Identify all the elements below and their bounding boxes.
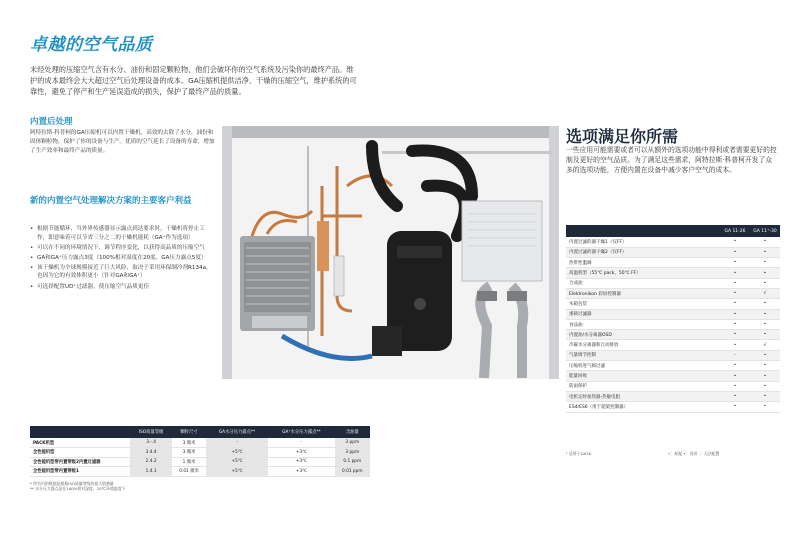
- quality-cell: 3.-.4: [130, 438, 172, 448]
- quality-col-header: ISO质量等级: [130, 426, 172, 438]
- table-row: [566, 350, 780, 360]
- option-mark: •: [750, 309, 780, 319]
- option-label: 冷凝水分离器和自动排放: [566, 340, 720, 350]
- table-row: [30, 457, 370, 467]
- option-label: 内置过滤的器干燥1（仅FF）: [566, 237, 720, 247]
- option-mark: •: [750, 237, 780, 247]
- option-mark: •: [750, 330, 780, 340]
- option-mark: •: [720, 288, 750, 298]
- option-mark: •: [750, 268, 780, 278]
- options-footnote: ¹ 适用于GA30: [566, 451, 592, 456]
- option-label: Elektronikon 彩屏控制器: [566, 288, 720, 298]
- quality-row-label: 全性能机型带内置带级2内置过滤器: [30, 457, 130, 467]
- benefits-heading: 新的内置空气处理解决方案的主要客户利益: [30, 196, 192, 206]
- quality-cell: 0.01 微米: [172, 467, 206, 477]
- aftertreatment-text: 阿特拉斯·科普柯的GA压缩机可以内置干燥机，高效的去除了水分，油份和固体颗粒物，保护了你的设备与生产。优质的空气延长了设备的寿命，增加了生产效率和最终产品的质量。: [30, 130, 215, 154]
- quality-cell: 0.01 ppm: [335, 467, 370, 477]
- benefit-item: • 根据节能循环，当外界传感器显示露点到达要求时，干燥机将停止工作，即意味着可以节省三分之二的干燥机能耗（GA⁺作为选项）: [30, 225, 215, 242]
- option-label: 内置油/水分离器OSD: [566, 330, 720, 340]
- option-label: 压缩机进气阀过滤: [566, 361, 720, 371]
- table-row: [566, 237, 780, 247]
- option-label: 热带性滥阔: [566, 258, 720, 268]
- option-mark: •: [720, 278, 750, 288]
- dryer-interior-photo: [222, 126, 559, 379]
- option-mark: •: [750, 278, 780, 288]
- option-label: 能量回收: [566, 371, 720, 381]
- benefits-list: [30, 225, 215, 293]
- option-mark: •: [750, 247, 780, 257]
- option-mark: •: [720, 299, 750, 309]
- option-label: 电机定时加热器-热敏电阻: [566, 391, 720, 401]
- quality-cell: +3℃: [268, 467, 334, 477]
- option-label: 气量调节控制: [566, 350, 720, 360]
- quality-row-label: 全性能机型带内置带级1: [30, 467, 130, 477]
- quality-col-header: 含油量: [335, 426, 370, 438]
- options-table-corner: [566, 225, 720, 237]
- option-mark: •: [750, 371, 780, 381]
- quality-cell: +5℃: [206, 448, 268, 458]
- air-quality-table: [30, 426, 370, 477]
- quality-cell: 0.1 ppm: [335, 457, 370, 467]
- quality-col-header: GA水分压力露点**: [206, 426, 268, 438]
- table-row: [30, 448, 370, 458]
- option-label: 重载过滤器: [566, 309, 720, 319]
- option-mark: •: [750, 350, 780, 360]
- option-mark: •: [720, 381, 750, 391]
- table-row: [566, 371, 780, 381]
- table-row: [566, 247, 780, 257]
- dryer-illustration: [222, 126, 559, 379]
- table-row: [566, 361, 780, 371]
- option-label: 合成油: [566, 278, 720, 288]
- quality-cell: 3.4.4: [130, 448, 172, 458]
- quality-col-header: [30, 426, 130, 438]
- quality-cell: +3℃: [268, 457, 334, 467]
- option-mark: •: [750, 319, 780, 329]
- benefit-item: • 可以在不同的环境情况下，调节程序变化，以获得高品质的压缩空气: [30, 244, 215, 253]
- quality-table-notes: [30, 481, 126, 492]
- quality-note: ** 水分压力露点是在100%相对湿度、20℃环境温度下: [30, 486, 126, 492]
- quality-col-header: GA⁺水分压力露点**: [268, 426, 334, 438]
- option-label: 高温机型（55℃ pack、50℃ FF）: [566, 268, 720, 278]
- benefit-item: • 可选择配置UD⁺过滤器，使压缩空气品质更佳: [30, 283, 215, 292]
- table-row: [566, 319, 780, 329]
- table-row: [566, 309, 780, 319]
- options-col-header: GA 11-26: [720, 225, 750, 237]
- option-mark: •: [720, 402, 750, 412]
- option-mark: •: [750, 391, 780, 401]
- option-mark: •: [720, 330, 750, 340]
- quality-cell: +3℃: [268, 448, 334, 458]
- table-row: [566, 381, 780, 391]
- option-label: 内置过滤的器干燥2（仅FF）: [566, 247, 720, 257]
- quality-cell: 3 ppm: [335, 448, 370, 458]
- quality-cell: 2.4.2: [130, 457, 172, 467]
- quality-row-label: 全性能机型: [30, 448, 130, 458]
- quality-cell: 1 微米: [172, 457, 206, 467]
- page-title: 卓越的空气品质: [30, 35, 153, 55]
- option-label: ES4/ES6（用于超架控制器）: [566, 402, 720, 412]
- option-mark: •: [720, 361, 750, 371]
- option-label: 食品油: [566, 319, 720, 329]
- option-mark: -: [720, 350, 750, 360]
- table-row: [566, 258, 780, 268]
- aftertreatment-heading: 内置后处理: [30, 117, 73, 127]
- benefit-item: • 该干燥机为全球规模接近了巨大风险，取决于采用环保制冷剂R134a，也因为它的有效体积更小（针对GA和GA⁺）: [30, 264, 215, 281]
- intro-paragraph: 未经处理的压缩空气含有水分、油份和固定颗粒物，他们会破坏你的空气系统及污染你的最终产品。维护的成本最终会大大超过空气后处理设备的成本。GA压缩机提供洁净、干燥的压缩空气，维护系统的可靠性，避免了停产和生产延误造成的损失，保护了最终产品的质量。: [30, 65, 357, 96]
- option-mark: •: [720, 340, 750, 350]
- options-text: 一些应用可能需要或者可以从额外的选项功能中得利或者需要更好的控制及更好的空气品质。为了满足这些需求，阿特拉斯·科普柯开发了众多的选项功能，方便内置在设备中减少客户空气的成本。: [566, 146, 777, 175]
- option-label: 防雨保护: [566, 381, 720, 391]
- quality-note: * 所有内的数据是根据ISO质量等级的最大值测量: [30, 481, 114, 486]
- quality-col-header: 颗粒尺寸: [172, 426, 206, 438]
- table-row: [566, 340, 780, 350]
- quality-cell: 1.4.1: [130, 467, 172, 477]
- quality-cell: 3 ppm: [335, 438, 370, 448]
- benefit-item: • GA和GA⁺压力露点3度（100%相对湿度在20度、GA压力露点5度）: [30, 254, 215, 263]
- table-row: [30, 438, 370, 448]
- option-label: 木箱包装: [566, 299, 720, 309]
- table-row: [30, 467, 370, 477]
- option-mark: √: [750, 288, 780, 298]
- options-footnote-area: [566, 451, 780, 457]
- quality-cell: +5℃: [206, 467, 268, 477]
- option-mark: •: [750, 299, 780, 309]
- table-row: [566, 330, 780, 340]
- quality-cell: +5℃: [206, 457, 268, 467]
- option-mark: •: [720, 319, 750, 329]
- table-row: [566, 402, 780, 412]
- option-mark: •: [720, 309, 750, 319]
- option-mark: •: [720, 371, 750, 381]
- options-col-header: GA 11⁺-30: [750, 225, 780, 237]
- quality-row-label: PACK机型: [30, 438, 130, 448]
- option-mark: √: [750, 340, 780, 350]
- table-row: [566, 268, 780, 278]
- table-row: [566, 391, 780, 401]
- quality-cell: 3 微米: [172, 448, 206, 458]
- option-mark: •: [750, 361, 780, 371]
- option-mark: •: [750, 381, 780, 391]
- option-mark: •: [750, 402, 780, 412]
- option-mark: •: [720, 247, 750, 257]
- options-table: [566, 225, 780, 413]
- option-mark: •: [720, 268, 750, 278]
- quality-cell: 3 微米: [172, 438, 206, 448]
- table-row: [566, 288, 780, 298]
- quality-cell: -: [206, 438, 268, 448]
- option-mark: •: [720, 391, 750, 401]
- option-mark: •: [750, 258, 780, 268]
- option-mark: •: [720, 237, 750, 247]
- table-row: [566, 278, 780, 288]
- options-title: 选项满足你所需: [566, 127, 679, 146]
- table-row: [566, 299, 780, 309]
- option-mark: •: [720, 258, 750, 268]
- quality-cell: -: [268, 438, 334, 448]
- options-legend: √：标配 •：选项 -：无法配置: [668, 451, 720, 456]
